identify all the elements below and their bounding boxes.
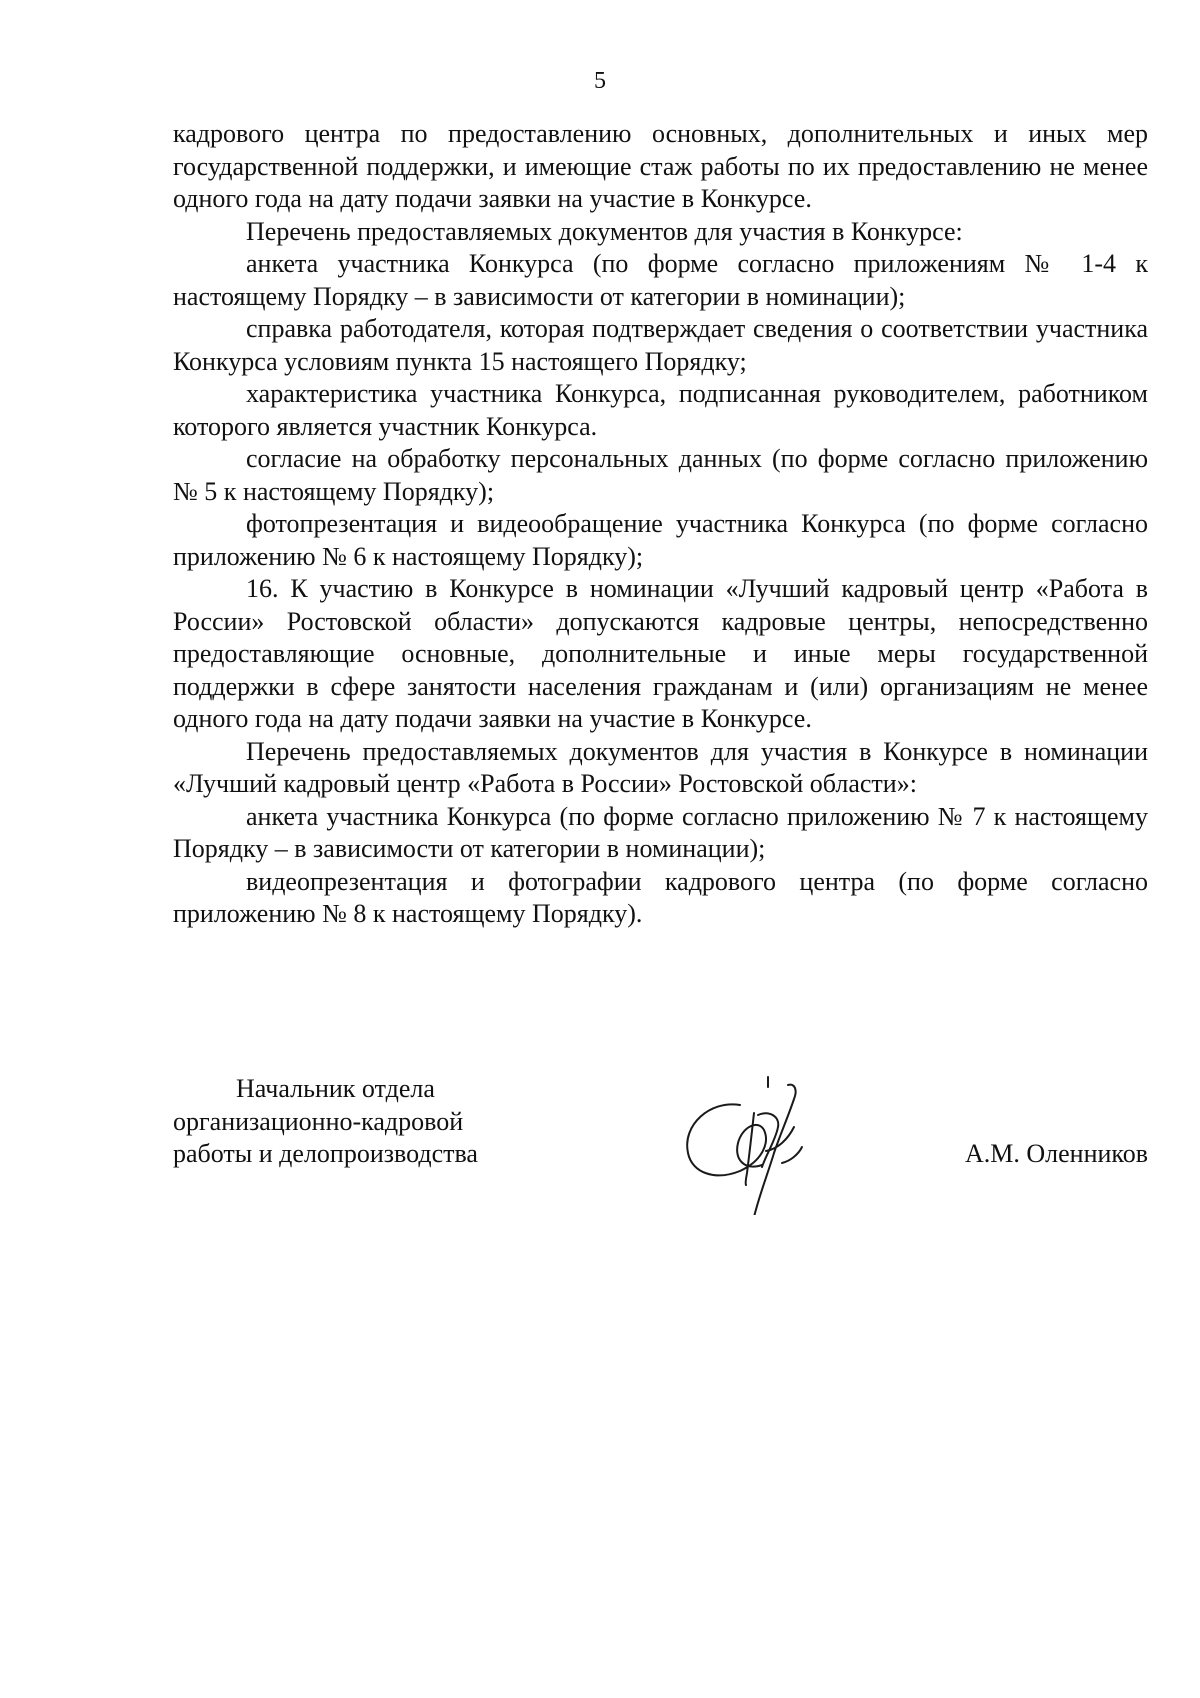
signatory-title-line: Начальник отдела bbox=[236, 1074, 435, 1103]
paragraph-item-employer-certificate: справка работодателя, которая подтверждает сведения о соответствии участника Конкурса условиям пункта 15 настоящего Порядку; bbox=[173, 314, 1148, 376]
paragraph-documents-list-center-heading: Перечень предоставляемых документов для участия в Конкурсе в номинации «Лучший кадровый центр «Работа в России» Ростовской области»: bbox=[173, 736, 1148, 798]
signatory-title-line: работы и делопроизводства bbox=[173, 1139, 478, 1168]
signatory-title-line: организационно-кадровой bbox=[173, 1106, 464, 1136]
paragraph-clause-16: 16. К участию в Конкурсе в номинации «Лучший кадровый центр «Работа в России» Ростовской области» допускаются кадровые центры, непосредственно предоставляющие основные, дополнительные и иные меры государственной поддержки в сфере занятости населения гражданам и (или) организациям не менее одного года на дату подачи заявки на участие в Конкурсе. bbox=[173, 574, 1148, 733]
handwritten-signature bbox=[670, 1055, 830, 1215]
signatory-title bbox=[173, 1073, 573, 1171]
page-number: 5 bbox=[594, 68, 606, 94]
document-body bbox=[173, 118, 1148, 931]
signatory-name: А.М. Оленников bbox=[964, 1139, 1148, 1168]
paragraph-item-questionnaire: анкета участника Конкурса (по форме согласно приложениям № 1-4 к настоящему Порядку – в зависимости от категории в номинации); bbox=[173, 249, 1148, 311]
paragraph-item-photo-video: фотопрезентация и видеообращение участника Конкурса (по форме согласно приложению № 6 к настоящему Порядку); bbox=[173, 509, 1148, 571]
paragraph-item-center-questionnaire: анкета участника Конкурса (по форме согласно приложению № 7 к настоящему Порядку – в зависимости от категории в номинации); bbox=[173, 801, 1148, 863]
paragraph-item-reference: характеристика участника Конкурса, подписанная руководителем, работником которого является участник Конкурса. bbox=[173, 379, 1148, 441]
paragraph-item-center-video: видеопрезентация и фотографии кадрового центра (по форме согласно приложению № 8 к настоящему Порядку). bbox=[173, 866, 1148, 928]
paragraph-item-consent: согласие на обработку персональных данных (по форме согласно приложению № 5 к настоящему Порядку); bbox=[173, 444, 1148, 506]
paragraph-documents-list-heading: Перечень предоставляемых документов для участия в Конкурсе: bbox=[246, 216, 963, 246]
paragraph-continuation: кадрового центра по предоставлению основных, дополнительных и иных мер государственной поддержки, и имеющие стаж работы по их предоставлению не менее одного года на дату подачи заявки на участие в Конкурсе. bbox=[173, 119, 1148, 213]
